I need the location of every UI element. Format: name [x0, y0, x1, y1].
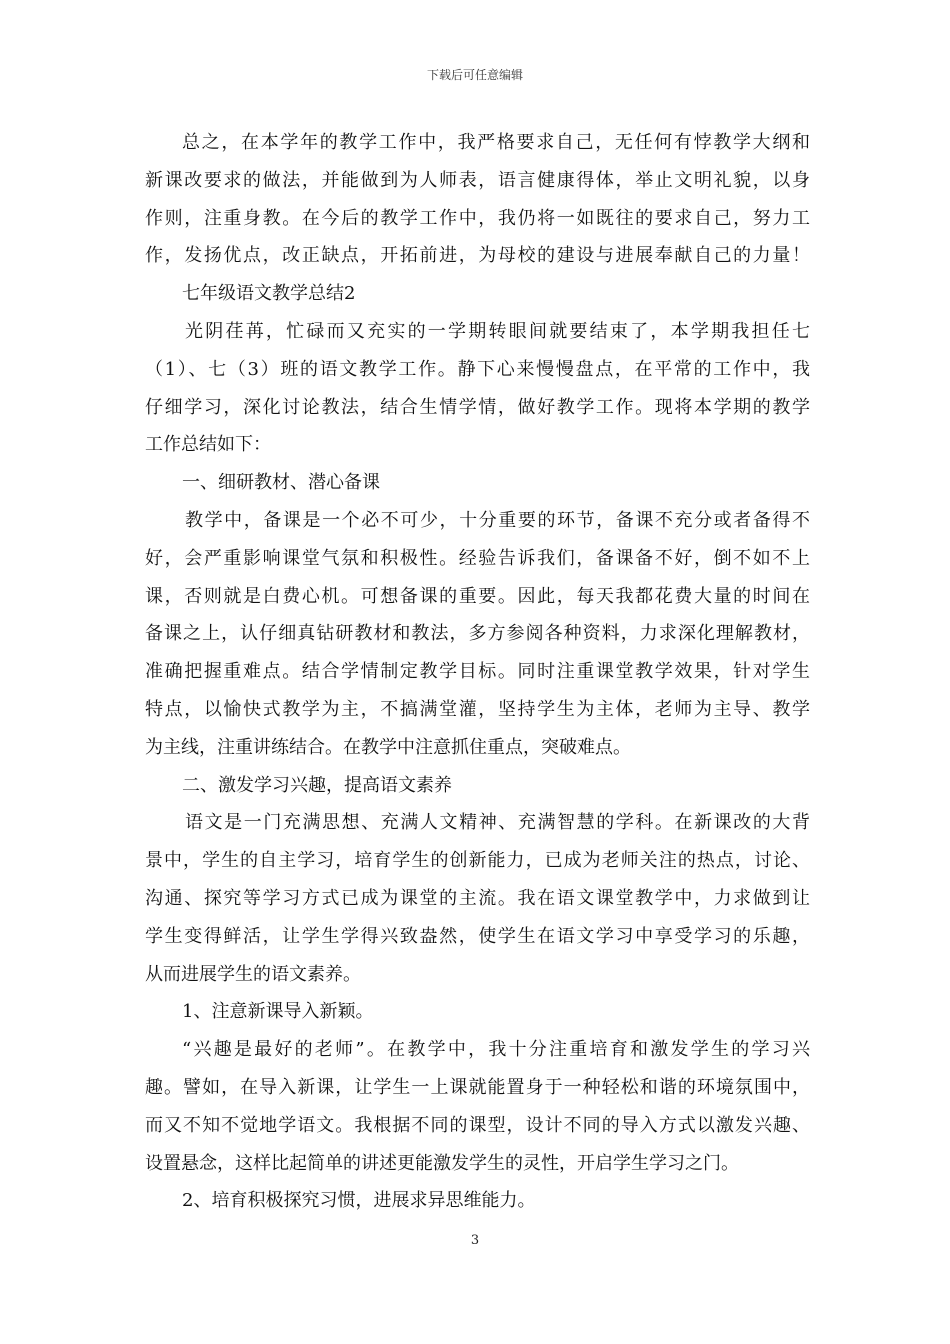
- paragraph-line: 景中，学生的自主学习，培育学生的创新能力，已成为老师关注的热点，讨论、: [145, 850, 810, 872]
- paragraph-line: 备课之上，认仔细真钻研教材和教法，多方参阅各种资料，力求深化理解教材，: [145, 623, 810, 645]
- paragraph-line: 特点，以愉快式教学为主，不搞满堂灌，坚持学生为主体，老师为主导、教学: [145, 698, 810, 720]
- section-heading: 二、激发学习兴趣，提高语文素养: [182, 774, 452, 796]
- page-number: 3: [470, 1233, 480, 1248]
- document-body: [145, 124, 810, 1220]
- paragraph-line: 课，否则就是白费心机。可想备课的重要。因此，每天我都花费大量的时间在: [145, 585, 810, 607]
- paragraph-line: 沟通、探究等学习方式已成为课堂的主流。我在语文课堂教学中，力求做到让: [145, 887, 810, 909]
- paragraph-line: 从而进展学生的语文素养。: [145, 963, 361, 985]
- paragraph-line: 新课改要求的做法，并能做到为人师表，语言健康得体，举止文明礼貌，以身: [145, 169, 810, 191]
- paragraph-line: 语文是一门充满思想、充满人文精神、充满智慧的学科。在新课改的大背: [185, 812, 810, 834]
- paragraph-line: 准确把握重难点。结合学情制定教学目标。同时注重课堂教学效果，针对学生: [145, 661, 810, 683]
- subsection-heading: 2、培育积极探究习惯，进展求异思维能力。: [182, 1190, 536, 1212]
- paragraph-line: 好，会严重影响课堂气氛和积极性。经验告诉我们，备课备不好，倒不如不上: [145, 547, 810, 569]
- paragraph-line: 作，发扬优点，改正缺点，开拓前进，为母校的建设与进展奉献自己的力量！: [145, 245, 810, 267]
- paragraph-line: “兴趣是最好的老师”。在教学中，我十分注重培育和激发学生的学习兴: [182, 1039, 810, 1061]
- paragraph-line: 教学中，备课是一个必不可少，十分重要的环节，备课不充分或者备得不: [185, 509, 810, 531]
- paragraph-line: 总之，在本学年的教学工作中，我严格要求自己，无任何有悖教学大纲和: [182, 132, 810, 153]
- paragraph-line: 设置悬念，这样比起简单的讲述更能激发学生的灵性，开启学生学习之门。: [145, 1152, 739, 1174]
- section-heading: 一、细研教材、潜心备课: [182, 472, 380, 494]
- section-title: 七年级语文教学总结2: [182, 283, 356, 305]
- subsection-heading: 1、注意新课导入新颖。: [182, 1001, 374, 1023]
- paragraph-line: 为主线，注重讲练结合。在教学中注意抓住重点，突破难点。: [145, 736, 631, 758]
- paragraph-line: 仔细学习，深化讨论教法，结合生情学情，做好教学工作。现将本学期的教学: [145, 396, 810, 418]
- paragraph-line: （1）、七（3）班的语文教学工作。静下心来慢慢盘点，在平常的工作中，我: [145, 358, 810, 380]
- paragraph-line: 工作总结如下：: [145, 434, 271, 456]
- paragraph-line: 学生变得鲜活，让学生学得兴致盎然，使学生在语文学习中享受学习的乐趣，: [145, 925, 810, 947]
- paragraph-line: 趣。譬如，在导入新课，让学生一上课就能置身于一种轻松和谐的环境氛围中，: [145, 1076, 810, 1098]
- paragraph-line: 作则，注重身教。在今后的教学工作中，我仍将一如既往的要求自己，努力工: [145, 207, 810, 229]
- paragraph-line: 而又不知不觉地学语文。我根据不同的课型，设计不同的导入方式以激发兴趣、: [145, 1114, 810, 1136]
- page-header-note: 下载后可任意编辑: [426, 68, 523, 82]
- paragraph-line: 光阴荏苒，忙碌而又充实的一学期转眼间就要结束了，本学期我担任七: [185, 320, 810, 342]
